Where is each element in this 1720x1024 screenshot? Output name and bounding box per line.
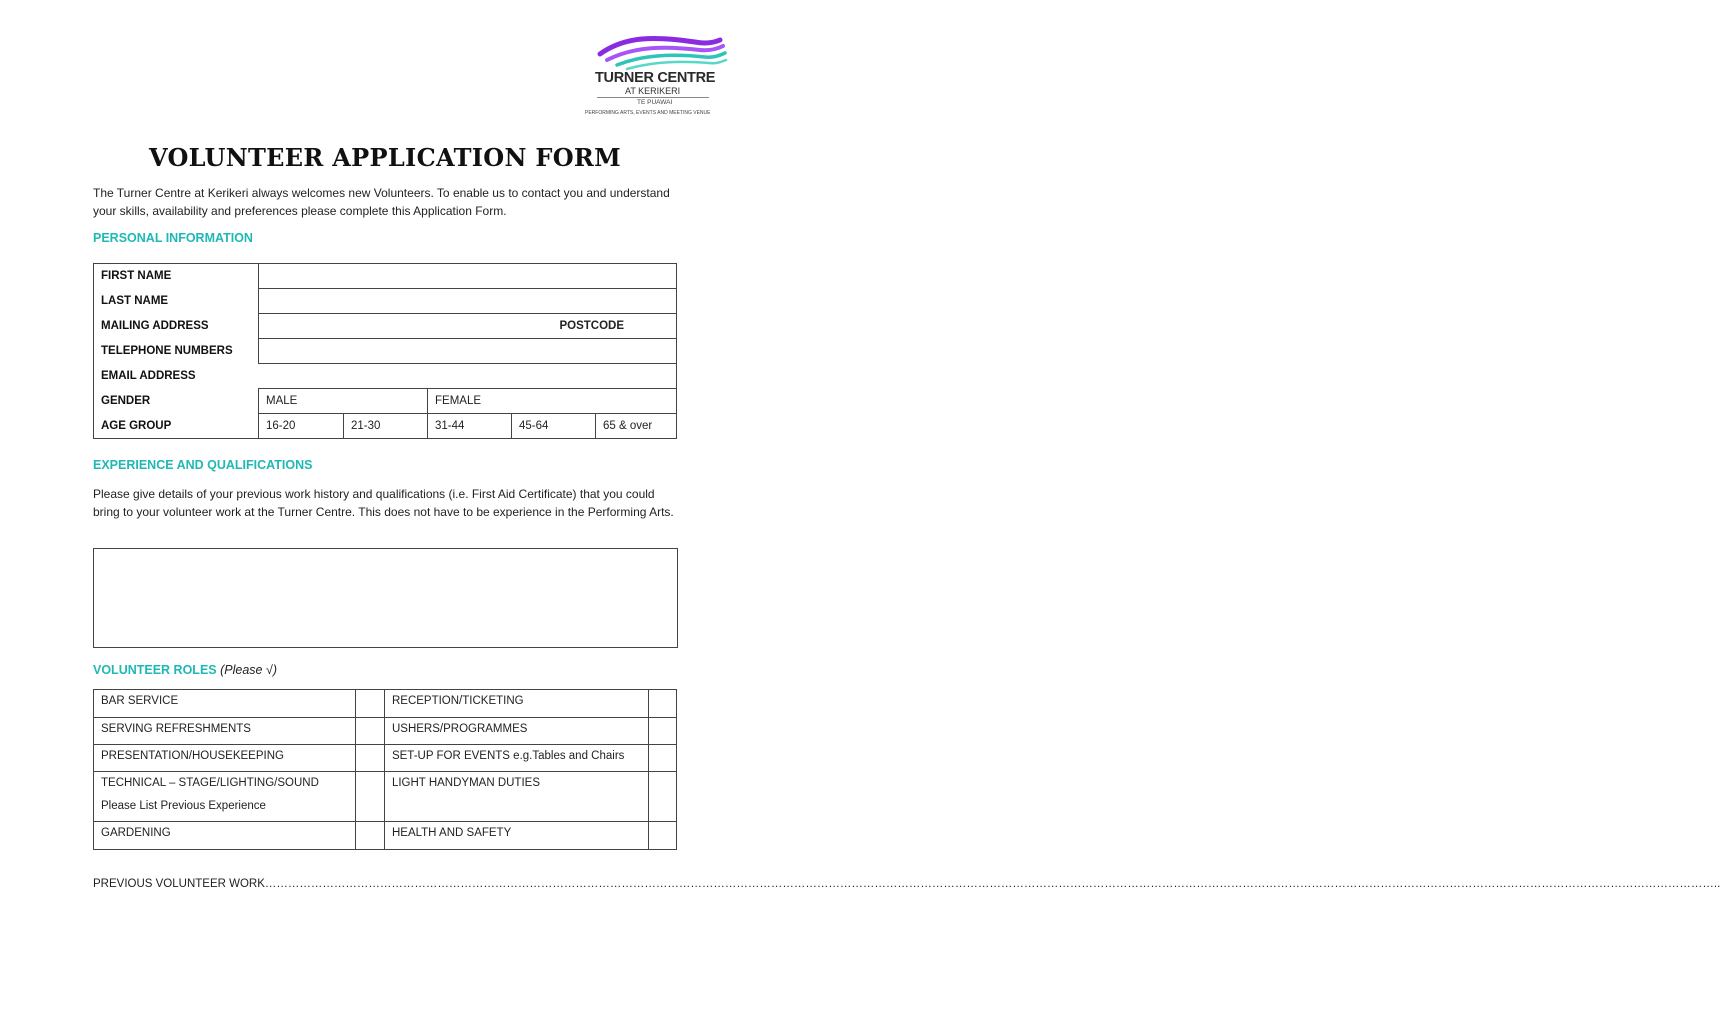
intro-text: The Turner Centre at Kerikeri always welcomes new Volunteers. To enable us to contact you and understand your skills, availability and preferences please complete this Application Form.	[93, 186, 670, 218]
role-label: LIGHT HANDYMAN DUTIES	[384, 772, 648, 822]
personal-info-table	[93, 263, 677, 439]
age-option[interactable]: 31-44	[428, 414, 512, 439]
gender-option-female[interactable]: FEMALE	[428, 389, 677, 414]
first-name-field[interactable]	[259, 264, 677, 289]
telephone-field[interactable]	[259, 339, 677, 364]
role-sublabel: Please List Previous Experience	[101, 800, 266, 812]
age-option[interactable]: 16-20	[259, 414, 344, 439]
gender-option-male[interactable]: MALE	[259, 389, 428, 414]
last-name-label: LAST NAME	[94, 289, 259, 314]
role-checkbox[interactable]	[649, 745, 677, 772]
roles-heading-note: (Please √)	[220, 663, 277, 677]
role-checkbox[interactable]	[356, 690, 385, 718]
role-label: SERVING REFRESHMENTS	[94, 718, 356, 745]
logo-name: TURNER CENTRE	[595, 70, 716, 86]
mailing-address-field[interactable]	[259, 314, 677, 339]
logo-divider	[597, 97, 709, 98]
role-label: BAR SERVICE	[94, 690, 356, 718]
volunteer-roles-heading	[93, 663, 277, 677]
role-checkbox[interactable]	[356, 822, 385, 850]
role-label: USHERS/PROGRAMMES	[384, 718, 648, 745]
role-checkbox[interactable]	[649, 718, 677, 745]
role-label-technical	[94, 772, 356, 822]
age-option[interactable]: 65 & over	[596, 414, 677, 439]
telephone-label: TELEPHONE NUMBERS	[94, 339, 259, 364]
experience-heading: EXPERIENCE AND QUALIFICATIONS	[93, 458, 313, 472]
logo-tagline: PERFORMING ARTS, EVENTS AND MEETING VENUE	[585, 110, 711, 116]
experience-textarea[interactable]	[93, 548, 678, 648]
previous-volunteer-work-line[interactable]: PREVIOUS VOLUNTEER WORK………………………………………………………………………………………………………………………………………………………………………………………………………………………………………………………………………………………………………………………………………………..	[93, 878, 1720, 890]
turner-centre-logo	[585, 30, 725, 125]
logo-maori-name: TE PUAWAI	[637, 99, 673, 106]
role-label: TECHNICAL – STAGE/LIGHTING/SOUND	[101, 777, 319, 789]
gender-label: GENDER	[94, 389, 259, 414]
role-label: PRESENTATION/HOUSEKEEPING	[94, 745, 356, 772]
role-checkbox[interactable]	[649, 690, 677, 718]
logo-swoosh-icon	[595, 30, 735, 70]
role-label: HEALTH AND SAFETY	[384, 822, 648, 850]
age-option[interactable]: 21-30	[344, 414, 428, 439]
personal-info-heading: PERSONAL INFORMATION	[93, 231, 253, 245]
age-group-label: AGE GROUP	[94, 414, 259, 439]
role-checkbox[interactable]	[356, 772, 385, 822]
roles-heading-text: VOLUNTEER ROLES	[93, 663, 217, 677]
email-field[interactable]	[259, 364, 677, 389]
role-label: RECEPTION/TICKETING	[384, 690, 648, 718]
mailing-address-label: MAILING ADDRESS	[94, 314, 259, 339]
role-checkbox[interactable]	[356, 745, 385, 772]
last-name-field[interactable]	[259, 289, 677, 314]
page-title: VOLUNTEER APPLICATION FORM	[148, 143, 622, 172]
role-label: SET-UP FOR EVENTS e.g.Tables and Chairs	[384, 745, 648, 772]
role-label: GARDENING	[94, 822, 356, 850]
postcode-label: POSTCODE	[559, 320, 624, 332]
age-option[interactable]: 45-64	[512, 414, 596, 439]
logo-location: AT KERIKERI	[625, 86, 681, 96]
role-checkbox[interactable]	[649, 822, 677, 850]
experience-instructions: Please give details of your previous work history and qualifications (i.e. First Aid Certificate) that you could bring to your volunteer work at the Turner Centre. This does not have to be experience in the Performing Arts.	[93, 487, 674, 519]
role-checkbox[interactable]	[356, 718, 385, 745]
role-checkbox[interactable]	[649, 772, 677, 822]
volunteer-roles-table	[93, 689, 677, 850]
email-label: EMAIL ADDRESS	[94, 364, 259, 389]
first-name-label: FIRST NAME	[94, 264, 259, 289]
